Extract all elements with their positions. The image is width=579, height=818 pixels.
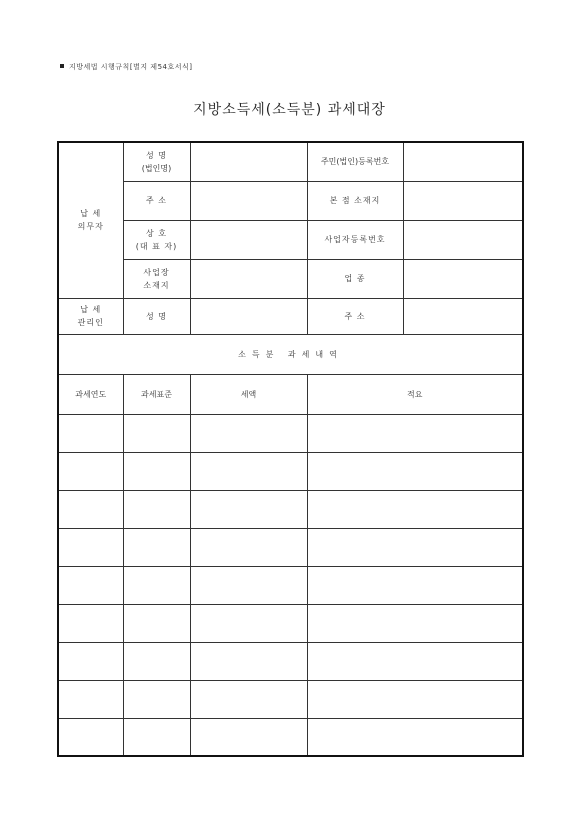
cell-base[interactable] — [123, 604, 190, 642]
cell-base[interactable] — [123, 490, 190, 528]
table-row — [58, 452, 523, 490]
cell-remarks[interactable] — [307, 452, 523, 490]
cell-year[interactable] — [58, 414, 123, 452]
cell-year[interactable] — [58, 718, 123, 756]
taxpayer-bizno-label: 사업자등록번호 — [307, 220, 403, 259]
table-row — [58, 680, 523, 718]
cell-amount[interactable] — [190, 452, 307, 490]
taxpayer-regno-field[interactable] — [403, 142, 523, 181]
cell-remarks[interactable] — [307, 566, 523, 604]
cell-base[interactable] — [123, 566, 190, 604]
taxpayer-group-label: 납 세 의무자 — [58, 142, 123, 298]
column-header-remarks: 적요 — [307, 374, 523, 414]
cell-year[interactable] — [58, 452, 123, 490]
cell-remarks[interactable] — [307, 642, 523, 680]
cell-amount[interactable] — [190, 604, 307, 642]
table-row — [58, 642, 523, 680]
cell-base[interactable] — [123, 680, 190, 718]
manager-name-label: 성 명 — [123, 298, 190, 334]
cell-remarks[interactable] — [307, 718, 523, 756]
cell-amount[interactable] — [190, 490, 307, 528]
taxpayer-industry-field[interactable] — [403, 259, 523, 298]
manager-address-label: 주 소 — [307, 298, 403, 334]
table-row — [58, 490, 523, 528]
taxpayer-hq-label: 본 점 소재지 — [307, 181, 403, 220]
cell-amount[interactable] — [190, 680, 307, 718]
cell-amount[interactable] — [190, 642, 307, 680]
taxpayer-site-label: 사업장 소재지 — [123, 259, 190, 298]
cell-amount[interactable] — [190, 566, 307, 604]
taxpayer-trade-field[interactable] — [190, 220, 307, 259]
taxpayer-site-field[interactable] — [190, 259, 307, 298]
form-reference-note — [60, 62, 193, 72]
table-row — [58, 718, 523, 756]
table-row — [58, 528, 523, 566]
table-row — [58, 566, 523, 604]
taxpayer-bizno-field[interactable] — [403, 220, 523, 259]
section-title: 소득분 과세내역 — [58, 334, 523, 374]
form-reference-text: 지방세법 시행규칙[별지 제54호서식] — [69, 63, 193, 71]
cell-amount[interactable] — [190, 718, 307, 756]
taxpayer-trade-label: 상 호 (대 표 자) — [123, 220, 190, 259]
bullet-square-icon — [60, 64, 64, 68]
manager-group-label: 납 세 관리인 — [58, 298, 123, 334]
ledger-rows — [58, 414, 523, 756]
column-header-amount: 세액 — [190, 374, 307, 414]
taxpayer-hq-field[interactable] — [403, 181, 523, 220]
cell-base[interactable] — [123, 414, 190, 452]
cell-base[interactable] — [123, 528, 190, 566]
manager-address-field[interactable] — [403, 298, 523, 334]
taxpayer-name-label: 성 명 (법인명) — [123, 142, 190, 181]
cell-amount[interactable] — [190, 528, 307, 566]
page-title: 지방소득세(소득분) 과세대장 — [193, 102, 386, 118]
cell-remarks[interactable] — [307, 680, 523, 718]
cell-year[interactable] — [58, 604, 123, 642]
cell-remarks[interactable] — [307, 490, 523, 528]
taxpayer-address-label: 주 소 — [123, 181, 190, 220]
taxpayer-name-field[interactable] — [190, 142, 307, 181]
taxpayer-industry-label: 업 종 — [307, 259, 403, 298]
taxpayer-regno-label: 주민(법인)등록번호 — [307, 142, 403, 181]
cell-amount[interactable] — [190, 414, 307, 452]
cell-year[interactable] — [58, 528, 123, 566]
manager-name-field[interactable] — [190, 298, 307, 334]
cell-base[interactable] — [123, 718, 190, 756]
cell-remarks[interactable] — [307, 604, 523, 642]
taxpayer-address-field[interactable] — [190, 181, 307, 220]
tax-ledger-form — [57, 141, 524, 757]
cell-remarks[interactable] — [307, 528, 523, 566]
cell-base[interactable] — [123, 642, 190, 680]
cell-year[interactable] — [58, 490, 123, 528]
cell-remarks[interactable] — [307, 414, 523, 452]
column-header-year: 과세연도 — [58, 374, 123, 414]
column-header-base: 과세표준 — [123, 374, 190, 414]
cell-year[interactable] — [58, 642, 123, 680]
table-row — [58, 414, 523, 452]
cell-base[interactable] — [123, 452, 190, 490]
cell-year[interactable] — [58, 680, 123, 718]
table-row — [58, 604, 523, 642]
cell-year[interactable] — [58, 566, 123, 604]
